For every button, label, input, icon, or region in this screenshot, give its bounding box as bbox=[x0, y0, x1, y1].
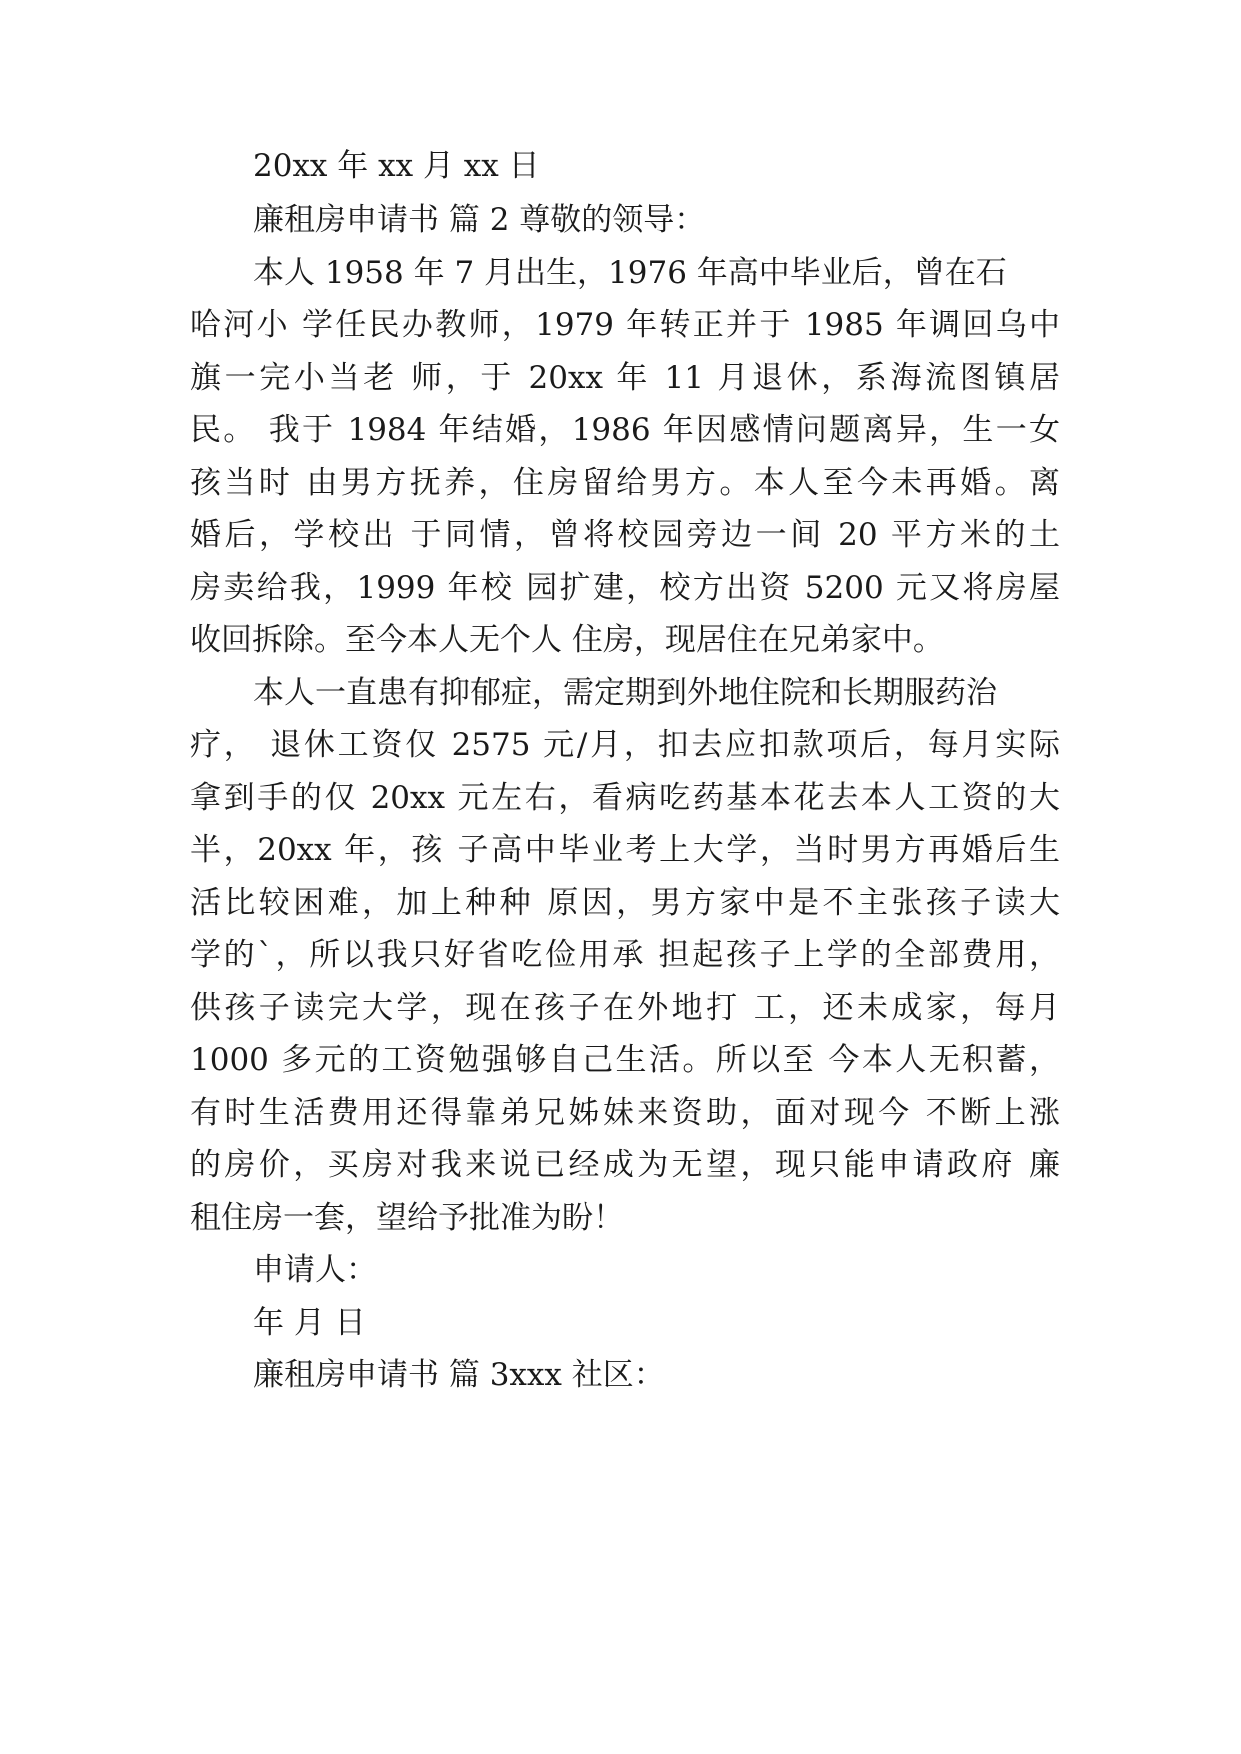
paragraph-line: 民。 我于 1984 年结婚，1986 年因感情问题离异，生一女 bbox=[190, 412, 1060, 448]
paragraph-line: 供孩子读完大学，现在孩子在外地打 工，还未成家，每月 bbox=[190, 990, 1060, 1026]
paragraph-line: 孩当时 由男方抚养，住房留给男方。本人至今未再婚。离 bbox=[190, 465, 1060, 501]
section-3-heading: 廉租房申请书 篇 3xxx 社区： bbox=[253, 1357, 665, 1393]
paragraph-line: 旗一完小当老 师，于 20xx 年 11 月退休，系海流图镇居 bbox=[190, 360, 1060, 396]
date-blank: 年 月 日 bbox=[253, 1305, 366, 1341]
paragraph-line: 本人 1958 年 7 月出生，1976 年高中毕业后，曾在石 bbox=[253, 255, 1007, 291]
paragraph-line: 学的`，所以我只好省吃俭用承 担起孩子上学的全部费用， bbox=[190, 937, 1060, 973]
paragraph-line: 房卖给我，1999 年校 园扩建，校方出资 5200 元又将房屋 bbox=[190, 570, 1060, 606]
applicant-label: 申请人： bbox=[253, 1252, 377, 1288]
paragraph-line: 的房价，买房对我来说已经成为无望，现只能申请政府 廉 bbox=[190, 1147, 1060, 1183]
paragraph-line: 疗， 退休工资仅 2575 元/月，扣去应扣款项后，每月实际 bbox=[190, 727, 1060, 763]
paragraph-line: 半，20xx 年，孩 子高中毕业考上大学，当时男方再婚后生 bbox=[190, 832, 1060, 868]
paragraph-line: 有时生活费用还得靠弟兄姊妹来资助，面对现今 不断上涨 bbox=[190, 1095, 1060, 1131]
paragraph-line: 收回拆除。至今本人无个人 住房，现居住在兄弟家中。 bbox=[190, 622, 944, 658]
paragraph-line: 婚后，学校出 于同情，曾将校园旁边一间 20 平方米的土 bbox=[190, 517, 1060, 553]
date-header: 20xx 年 xx 月 xx 日 bbox=[253, 148, 540, 184]
section-2-heading: 廉租房申请书 篇 2 尊敬的领导： bbox=[253, 202, 706, 238]
paragraph-line: 1000 多元的工资勉强够自己生活。所以至 今本人无积蓄， bbox=[190, 1042, 1060, 1078]
paragraph-line: 租住房一套，望给予批准为盼！ bbox=[190, 1200, 624, 1236]
paragraph-line: 活比较困难，加上种种 原因，男方家中是不主张孩子读大 bbox=[190, 885, 1060, 921]
paragraph-line: 本人一直患有抑郁症，需定期到外地住院和长期服药治 bbox=[253, 675, 997, 711]
paragraph-line: 哈河小 学任民办教师，1979 年转正并于 1985 年调回乌中 bbox=[190, 307, 1060, 343]
paragraph-line: 拿到手的仅 20xx 元左右，看病吃药基本花去本人工资的大 bbox=[190, 780, 1060, 816]
